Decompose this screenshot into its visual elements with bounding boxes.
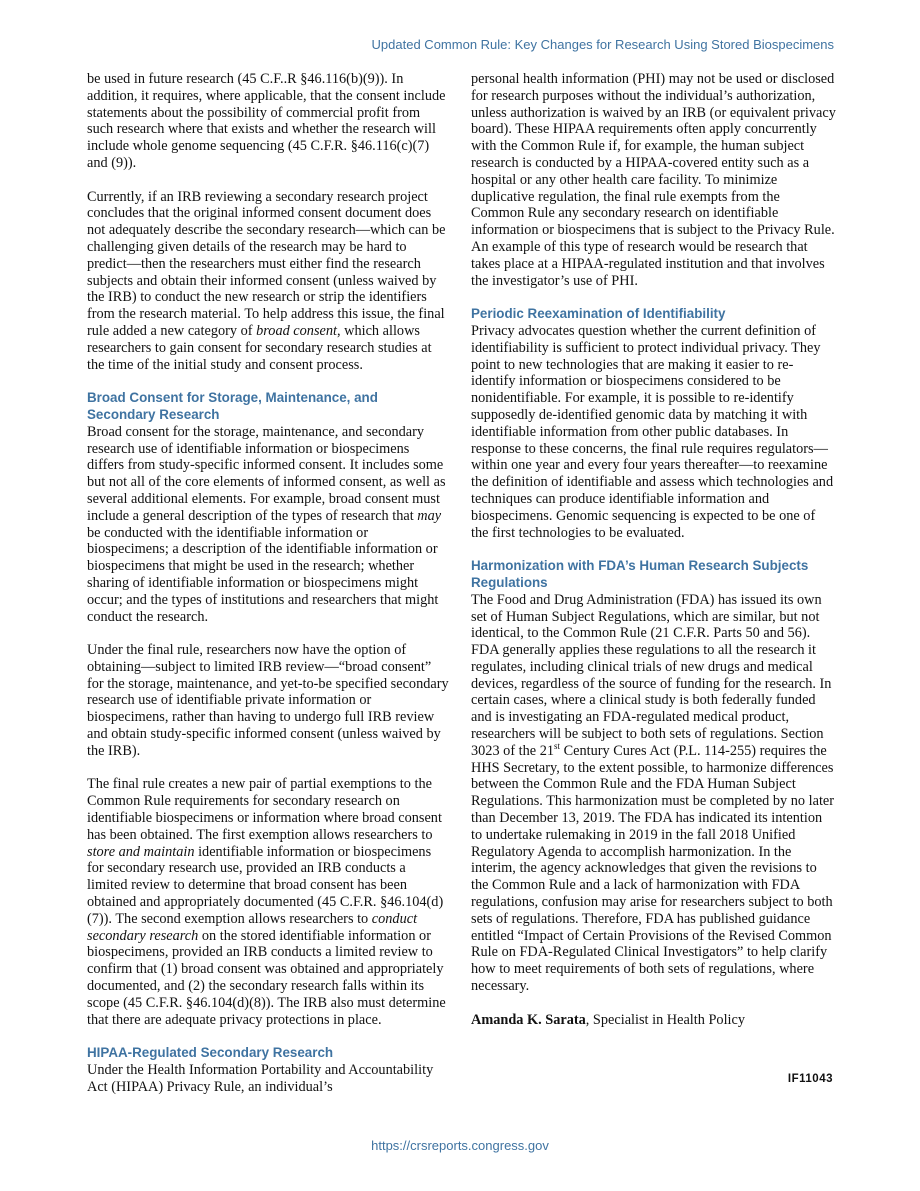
running-header-title: Updated Common Rule: Key Changes for Research Using Stored Biospecimens	[371, 37, 834, 52]
right-column	[471, 71, 836, 1028]
heading-periodic-reexamination: Periodic Reexamination of Identifiability	[471, 306, 726, 322]
author-line	[471, 1012, 836, 1029]
report-id: IF11043	[787, 1073, 833, 1085]
left-column	[87, 71, 449, 1112]
paragraph-broad-consent-elements: Broad consent for the storage, maintenance, and secondary research use of identifiable information or biospecimens differs from study-specific informed consent. It includes some but not all of the core elements of informed consent, as well as several additional elements. For example, broad consent must include a general description of the types of research that may be conducted with the identifiable information or biospecimens; a description of the identifiable information or biospecimens that might be used in the research; whether sharing of identifiable information or biospecimens might occur; and the types of institutions and researchers that might conduct the research.	[87, 423, 446, 625]
paragraph-partial-exemptions: The final rule creates a new pair of partial exemptions to the Common Rule requirements for secondary research on identifiable biospecimens or information where broad consent has been obtained. The first exemption allows researchers to store and maintain identifiable information or biospecimens for secondary research use, provided an IRB conducts a limited review to determine that broad consent has been obtained and appropriately documented (45 C.F.R. §46.104(d)(7)). The second exemption allows researchers to conduct secondary research on the stored identifiable information or biospecimens, provided an IRB conducts a limited review to confirm that (1) broad consent was obtained and appropriately documented, and (2) the secondary research falls within its scope (45 C.F.R. §46.104(d)(8)). The IRB also must determine that there are adequate privacy protections in place.	[87, 776, 446, 1028]
paragraph-fda-harmonization: The Food and Drug Administration (FDA) has issued its own set of Human Subject Regulations, which are similar, but not identical, to the Common Rule (21 C.F.R. Parts 50 and 56). FDA generally applies these regulations to all the research it regulates, including clinical trials of new drugs and medical devices, regardless of the source of funding for the research. In certain cases, where a clinical study is both federally funded and is investigating an FDA-regulated medical product, researchers will be subject to both sets of regulations. Section 3023 of the 21st Century Cures Act (P.L. 114-255) requires the HHS Secretary, to the extent possible, to harmonize differences between the Common Rule and the FDA Human Subject Regulations. This harmonization must be completed by no later than December 13, 2019. The FDA has indicated its intention to undertake rulemaking in 2019 in the fall 2018 Unified Regulatory Agenda to accomplish harmonization. In the interim, the agency acknowledges that given the revisions to the Common Rule and a lack of harmonization with FDA regulations, confusion may arise for researchers subject to both sets of regulations. Therefore, FDA has published guidance entitled “Impact of Certain Provisions of the Revised Common Rule on FDA-Regulated Clinical Investigators” to help clarify how to meet requirements of both sets of regulations, where necessary.	[471, 591, 835, 995]
paragraph-identifiability: Privacy advocates question whether the current definition of identifiability is sufficient to protect individual privacy. They point to new technologies that are making it easier to re-identify information or biospecimens considered to be nonidentifiable. For example, it is possible to re-identify supposedly de-identified genomic data by matching it with identifiable information from other public databases. In response to these concerns, the final rule requires regulators—within one year and every four years thereafter—to reexamine the definition of identifiable and assess which technologies and techniques can produce identifiable information and biospecimens. Genomic sequencing is expected to be one of the first technologies to be evaluated.	[471, 322, 834, 541]
paragraph-hipaa-continued: personal health information (PHI) may not be used or disclosed for research purposes without the individual’s authorization, unless authorization is waived by an IRB (or equivalent privacy board). These HIPAA requirements often apply concurrently with the Common Rule if, for example, the human subject research is conducted by a HIPAA-covered entity such as a hospital or any other health care facility. To minimize duplicative regulation, the final rule exempts from the Common Rule any secondary research on identifiable information or biospecimens that is subject to the Privacy Rule. An example of this type of research would be research that takes place at a HIPAA-regulated institution and that involves the investigator’s use of PHI.	[471, 71, 836, 289]
heading-broad-consent: Broad Consent for Storage, Maintenance, and Secondary Research	[87, 390, 378, 422]
author-title: , Specialist in Health Policy	[585, 1011, 746, 1028]
author-name: Amanda K. Sarata	[471, 1011, 586, 1028]
paragraph-broad-consent-intro: Currently, if an IRB reviewing a secondary research project concludes that the original informed consent document does not adequately describe the secondary research—which can be challenging given details of the research may be hard to predict—then the researchers must either find the research subjects and obtain their informed consent (unless waived by the IRB) to conduct the new research or strip the identifiers from the research material. To help address this issue, the final rule added a new category of broad consent, which allows researchers to gain consent for secondary research studies at the time of the initial study and consent process.	[87, 188, 446, 373]
paragraph-consent-continued: be used in future research (45 C.F..R §46.116(b)(9)). In addition, it requires, where applicable, that the consent include statements about the possibility of commercial profit from such research where that exists and whether the research will include whole genome sequencing (45 C.F.R. §46.116(c)(7) and (9)).	[87, 71, 446, 171]
paragraph-hipaa-start: Under the Health Information Portability and Accountability Act (HIPAA) Privacy Rule, an individual’s	[87, 1062, 434, 1095]
heading-hipaa: HIPAA-Regulated Secondary Research	[87, 1045, 334, 1061]
paragraph-limited-irb-review: Under the final rule, researchers now have the option of obtaining—subject to limited IRB review—“broad consent” for the storage, maintenance, and yet-to-be specified secondary research use of identifiable private information or biospecimens, rather than having to undergo full IRB review and obtain study-specific informed consent (unless waived by the IRB).	[87, 642, 449, 759]
heading-fda-harmonization: Harmonization with FDA’s Human Research Subjects Regulations	[471, 558, 809, 590]
footer-url-link[interactable]: https://crsreports.congress.gov	[371, 1138, 549, 1153]
